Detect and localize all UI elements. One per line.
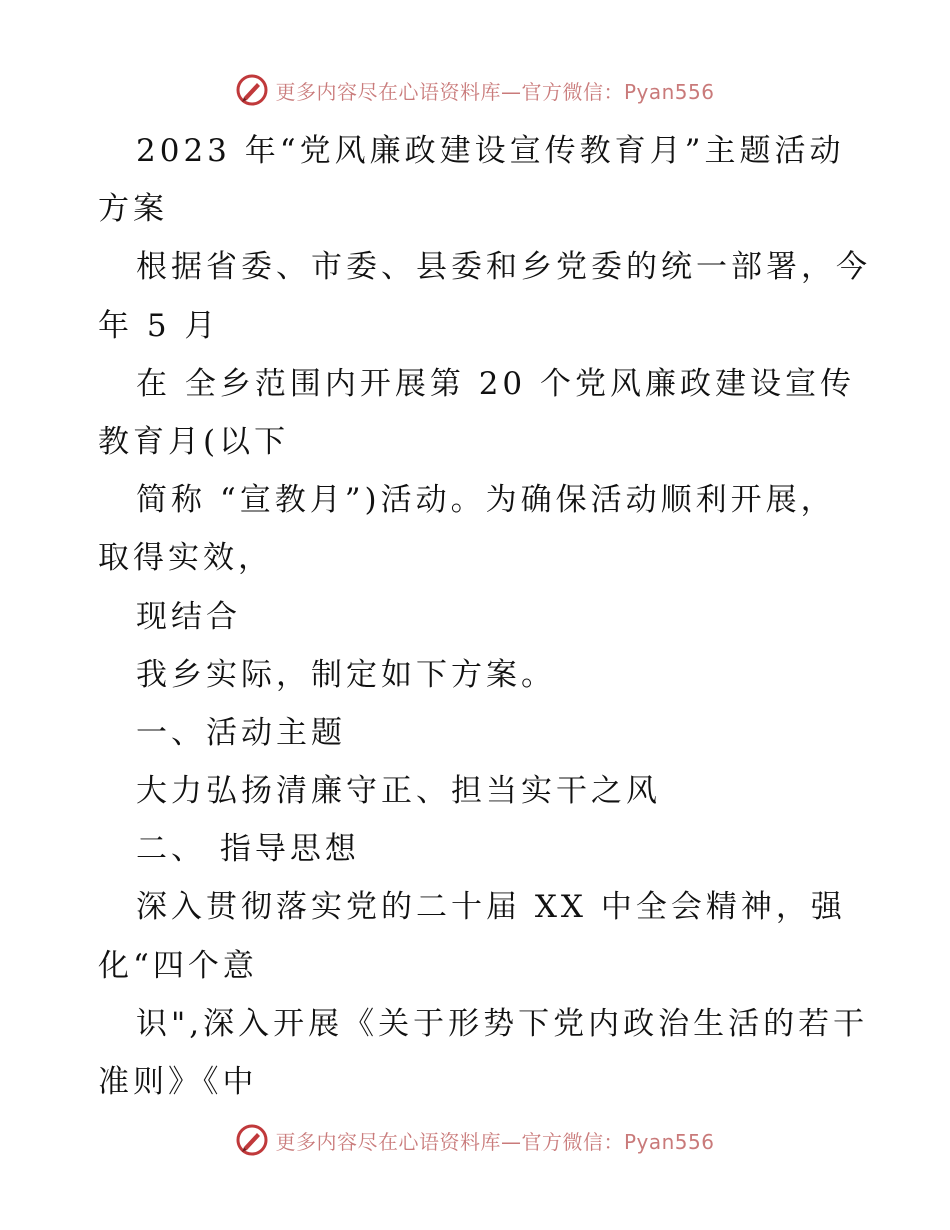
watermark-text: 更多内容尽在心语资料库—官方微信：Pyan556 <box>275 1129 715 1154</box>
text-line: 简称 “宣教月”)活动。为确保活动顺利开展， <box>136 482 836 519</box>
text-line: 化“四个意 <box>98 947 258 984</box>
text-line: 准则》《中 <box>98 1064 258 1100</box>
text-line: 现结合 <box>136 598 241 635</box>
text-line: 2023 年“党风廉政建设宣传教育月”主题活动 <box>136 133 845 169</box>
text-line: 方案 <box>98 191 168 228</box>
pen-in-circle-logo-icon <box>235 73 269 107</box>
text-line: 深入贯彻落实党的二十届 XX 中全会精神，强 <box>136 889 846 926</box>
text-line: 根据省委、市委、县委和乡党委的统一部署，今 <box>136 249 871 286</box>
watermark-footer <box>0 1120 950 1160</box>
text-line: 二、 指导思想 <box>136 831 360 868</box>
text-line: 年 5 月 <box>98 307 220 344</box>
text-line: 取得实效， <box>98 540 273 577</box>
text-line: 大力弘扬清廉守正、担当实干之风 <box>136 773 661 810</box>
text-line: 识",深入开展《关于形势下党内政治生活的若干 <box>136 1005 869 1042</box>
watermark-text: 更多内容尽在心语资料库—官方微信：Pyan556 <box>275 79 715 104</box>
text-line: 在 全乡范围内开展第 20 个党风廉政建设宣传 <box>136 365 856 402</box>
text-line: 教育月(以下 <box>98 423 290 460</box>
text-line: 一、活动主题 <box>136 714 346 751</box>
document-body <box>98 122 871 1111</box>
text-line: 我乡实际，制定如下方案。 <box>136 656 556 693</box>
pen-in-circle-logo-icon <box>235 1123 269 1157</box>
watermark-header <box>0 70 950 110</box>
